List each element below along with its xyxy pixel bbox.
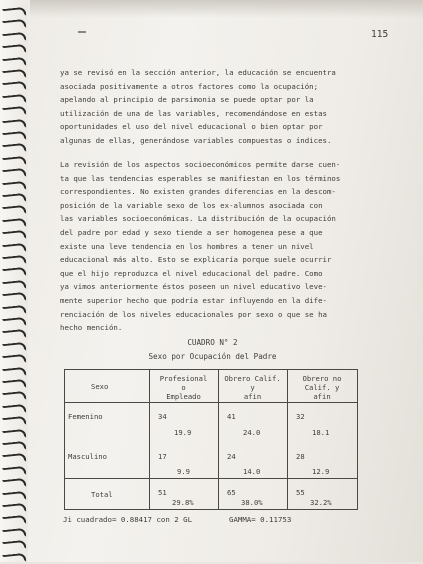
count-cell: 55 bbox=[296, 488, 305, 497]
header-line: Calif. y bbox=[304, 383, 340, 392]
text-line: asociada positivamente a otros factores como la ocupación; bbox=[60, 81, 319, 91]
text-line: hecho mención. bbox=[60, 323, 123, 333]
row-label-total: Total bbox=[91, 490, 113, 499]
header-line: afin bbox=[243, 392, 262, 401]
count-cell: 51 bbox=[158, 488, 167, 497]
text-line: que el hijo reproduzca el nivel educacional del padre. Como bbox=[60, 268, 323, 278]
binding-coil bbox=[2, 416, 27, 427]
binding-coil bbox=[2, 441, 27, 452]
header-line: o bbox=[181, 383, 186, 392]
percent-cell: 38.0% bbox=[241, 498, 263, 507]
text-line: renciación de los niveles educacionales por sexo o que se ha bbox=[60, 309, 327, 319]
percent-cell: 29.8% bbox=[172, 498, 194, 507]
header-line: Profesional bbox=[159, 374, 208, 383]
header-row-label: Sexo bbox=[91, 382, 109, 391]
binding-coil bbox=[2, 292, 27, 303]
row-label-masculino: Masculino bbox=[68, 452, 107, 461]
text-line: ta que las tendencias esperables se manifiestan en los términos bbox=[60, 173, 341, 183]
pen-mark bbox=[78, 31, 86, 33]
binding-coil bbox=[2, 106, 27, 117]
binding-coil bbox=[2, 19, 27, 30]
count-cell: 41 bbox=[227, 412, 236, 421]
data-table bbox=[64, 369, 358, 510]
percent-cell: 12.9 bbox=[312, 467, 330, 476]
spiral-binding bbox=[0, 0, 28, 562]
binding-coil bbox=[2, 404, 27, 415]
percent-cell: 32.2% bbox=[310, 498, 332, 507]
percent-cell: 19.9 bbox=[174, 428, 192, 437]
count-cell: 24 bbox=[227, 452, 236, 461]
binding-coil bbox=[2, 317, 27, 328]
binding-coil bbox=[2, 304, 27, 315]
binding-coil bbox=[2, 329, 27, 340]
header-col-1 bbox=[149, 374, 218, 401]
binding-coil bbox=[2, 131, 27, 142]
binding-coil bbox=[2, 466, 27, 477]
page-number: 115 bbox=[371, 29, 389, 40]
text-line: educacional más alto. Esto se explicaría porque suele ocurrir bbox=[60, 255, 332, 265]
percent-cell: 9.9 bbox=[177, 467, 190, 476]
table-subtitle: Sexo por Ocupación del Padre bbox=[148, 352, 277, 361]
percent-cell: 14.0 bbox=[243, 467, 261, 476]
text-line: ya se revisó en la sección anterior, la educación se encuentra bbox=[60, 68, 336, 77]
page-top-shadow bbox=[30, 0, 423, 18]
binding-coil bbox=[2, 540, 27, 551]
text-line: existe una leve tendencia en los hombres a tener un nivel bbox=[60, 241, 314, 251]
binding-coil bbox=[2, 56, 27, 67]
binding-coil bbox=[2, 354, 27, 365]
count-cell: 32 bbox=[296, 412, 305, 421]
text-line: ya vimos anteriormente éstos poseen un nivel educativo leve- bbox=[60, 282, 327, 292]
count-cell: 34 bbox=[158, 412, 167, 421]
binding-coil bbox=[2, 366, 27, 377]
binding-coil bbox=[2, 490, 27, 501]
percent-cell: 24.0 bbox=[243, 428, 261, 437]
text-line: posición de la variable sexo de los ex-alumnos asociada con bbox=[60, 200, 323, 210]
count-cell: 28 bbox=[296, 452, 305, 461]
binding-coil bbox=[2, 552, 27, 563]
binding-coil bbox=[2, 69, 27, 80]
header-col-2 bbox=[218, 374, 287, 401]
table-divider bbox=[65, 402, 357, 403]
binding-coil bbox=[2, 7, 27, 18]
binding-coil bbox=[2, 118, 27, 129]
count-cell: 17 bbox=[158, 452, 167, 461]
binding-coil bbox=[2, 379, 27, 390]
binding-coil bbox=[2, 428, 27, 439]
binding-coil bbox=[2, 44, 27, 55]
text-line: correspondientes. No existen grandes diferencias en la descom- bbox=[60, 187, 336, 197]
header-line: afin bbox=[313, 392, 331, 401]
paragraph-1 bbox=[60, 66, 365, 148]
count-cell: 65 bbox=[227, 488, 236, 497]
chi-square-stat: Ji cuadrado= 0.88417 con 2 GL bbox=[63, 515, 193, 524]
binding-coil bbox=[2, 32, 27, 43]
header-line: Obrero Calif. bbox=[224, 374, 281, 383]
binding-coil bbox=[2, 143, 27, 154]
gamma-stat: GAMMA= 0.11753 bbox=[229, 515, 292, 524]
text-line: del padre por edad y sexo tiende a ser homogenea pese a que bbox=[60, 227, 323, 237]
binding-coil bbox=[2, 255, 27, 266]
text-line: apelando al principio de parsimonia se puede optar por la bbox=[60, 95, 314, 105]
text-line: algunas de ellas, generándose variables compuestas o índices. bbox=[60, 135, 332, 145]
binding-coil bbox=[2, 168, 27, 179]
binding-coil bbox=[2, 528, 27, 539]
binding-coil bbox=[2, 453, 27, 464]
binding-coil bbox=[2, 515, 27, 526]
binding-coil bbox=[2, 218, 27, 229]
header-line: Obrero no bbox=[302, 374, 342, 383]
binding-coil bbox=[2, 280, 27, 291]
header-line: y bbox=[250, 383, 255, 392]
text-line: oportunidades el uso del nivel educacional o bien optar por bbox=[60, 122, 323, 132]
row-label-femenino: Femenino bbox=[68, 412, 103, 421]
binding-coil bbox=[2, 503, 27, 514]
text-line: utilización de una de las variables, recomendándose en estas bbox=[60, 108, 327, 118]
text-line: las variables socioeconómicas. La distribución de la ocupación bbox=[60, 214, 336, 224]
binding-coil bbox=[2, 342, 27, 353]
binding-coil bbox=[2, 193, 27, 204]
binding-coil bbox=[2, 94, 27, 105]
header-line: Empleado bbox=[166, 392, 201, 401]
binding-coil bbox=[2, 242, 27, 253]
binding-coil bbox=[2, 391, 27, 402]
binding-coil bbox=[2, 478, 27, 489]
binding-coil bbox=[2, 180, 27, 191]
text-line: mente superior hecho que podría estar influyendo en la dife- bbox=[60, 295, 327, 305]
binding-coil bbox=[2, 156, 27, 167]
paragraph-2 bbox=[60, 158, 365, 335]
binding-coil bbox=[2, 205, 27, 216]
text-line: La revisión de los aspectos socioeconómicos permite darse cuen- bbox=[60, 160, 341, 169]
percent-cell: 18.1 bbox=[312, 428, 330, 437]
binding-coil bbox=[2, 81, 27, 92]
header-col-3 bbox=[287, 374, 357, 401]
table-caption: CUADRO N° 2 bbox=[187, 338, 238, 347]
table-divider bbox=[65, 478, 357, 479]
binding-coil bbox=[2, 267, 27, 278]
binding-coil bbox=[2, 230, 27, 241]
